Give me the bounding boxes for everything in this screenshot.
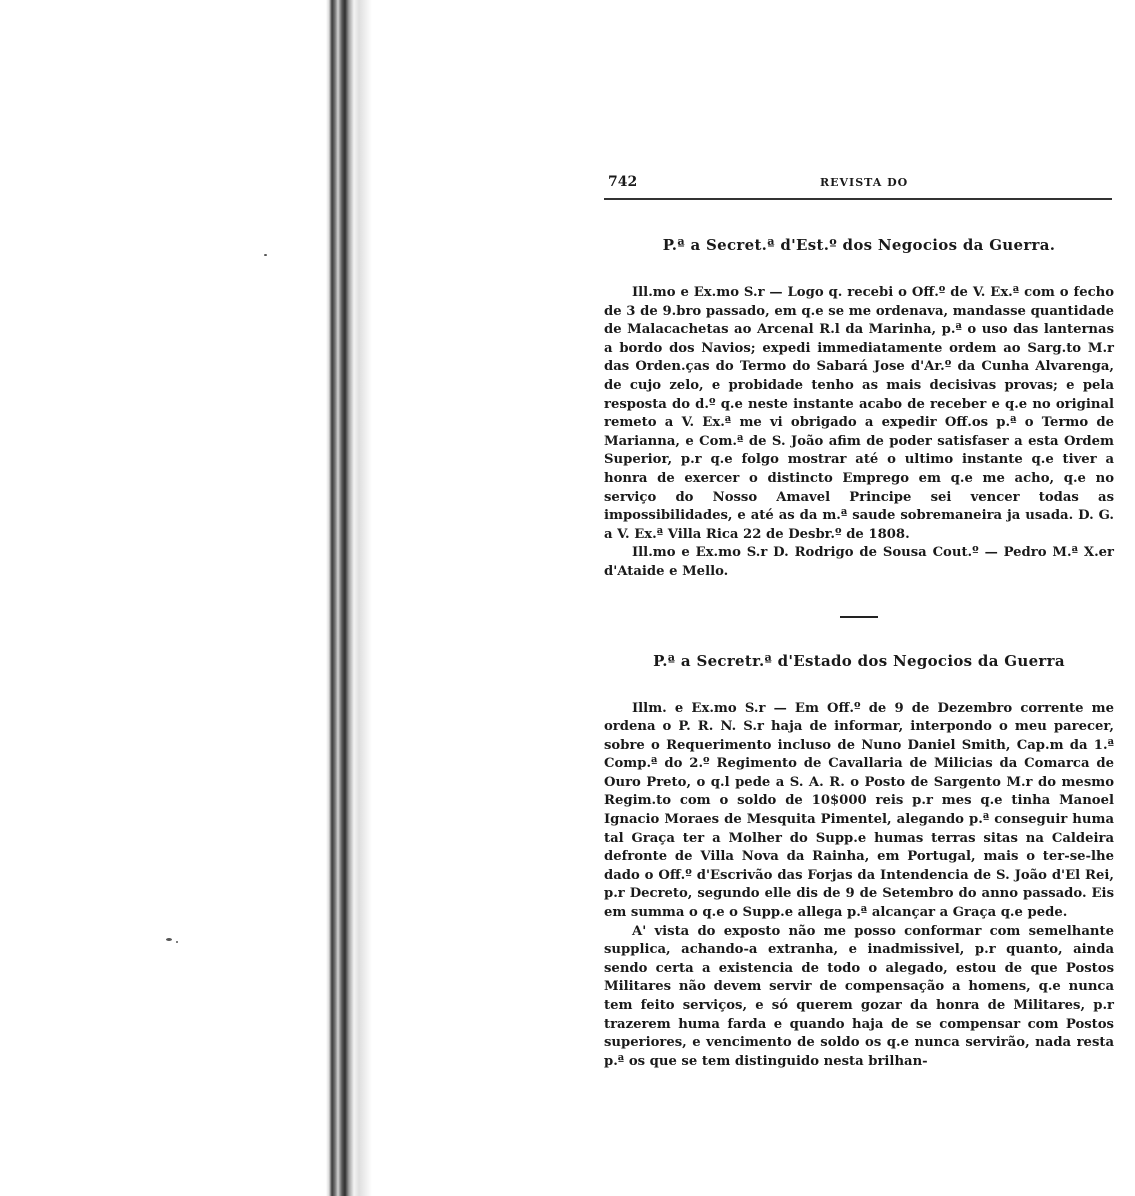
document-2-body bbox=[604, 700, 1114, 1072]
scan-speck bbox=[176, 941, 178, 943]
document-2-paragraph: Illm. e Ex.mo S.r — Em Off.º de 9 de Dezembro corrente me ordena o P. R. N. S.r haja de informar, interpondo o meu parecer, sobre o Requerimento incluso de Nuno Daniel Smith, Cap.m da 1.ª Comp.ª do 2.º Regimento de Cavallaria de Milicias da Comarca de Ouro Preto, o q.l pede a S. A. R. o Posto de Sargento M.r do mesmo Regim.to com o soldo de 10$000 reis p.r mes q.e tinha Manoel Ignacio Moraes de Mesquita Pimentel, alegando p.ª conseguir huma tal Graça ter a Molher do Supp.e humas terras sitas na Caldeira defronte de Villa Nova da Rainha, em Portugal, mais o ter-se-lhe dado o Off.º d'Escrivão das Forjas da Intendencia de S. João d'El Rei, p.r Decreto, segundo elle dis de 9 de Setembro do anno passado. Eis em summa o q.e o Supp.e allega p.ª alcançar a Graça q.e pede. bbox=[604, 700, 1114, 921]
document-1-body bbox=[604, 284, 1114, 582]
scan-speck bbox=[166, 938, 172, 941]
document-1-paragraph: Ill.mo e Ex.mo S.r — Logo q. recebi o Off.º de V. Ex.ª com o fecho de 3 de 9.bro passado, em q.e se me ordenava, mandasse quantidade de Malacachetas ao Arcenal R.l da Marinha, p.ª o uso das lanternas a bordo dos Navios; expedi immediatamente ordem ao Sarg.to M.r das Orden.ças do Termo do Sabará Jose d'Ar.º da Cunha Alvarenga, de cujo zelo, e probidade tenho as mais decisivas provas; e pela resposta do d.º q.e neste instante acabo de receber e q.e no original remeto a V. Ex.ª me vi obrigado a expedir Off.os p.ª o Termo de Marianna, e Com.ª de S. João afim de poder satisfaser a esta Ordem Superior, p.r q.e folgo mostrar até o ultimo instante q.e tiver a honra de exercer o distincto Emprego em q.e me acho, q.e no serviço do Nosso Amavel Principe sei vencer todas as impossibilidades, e até as da m.ª saude sobremaneira ja usada. D. G. a V. Ex.ª Villa Rica 22 de Desbr.º de 1808. bbox=[604, 285, 1114, 542]
scan-speck bbox=[264, 254, 267, 256]
document-2-heading: P.ª a Secretr.ª d'Estado dos Negocios da Guerra bbox=[653, 651, 1065, 670]
book-page bbox=[604, 170, 1114, 1071]
document-1-heading: P.ª a Secret.ª d'Est.º dos Negocios da Guerra. bbox=[662, 236, 1056, 254]
running-title: REVISTA DO bbox=[820, 176, 909, 189]
document-2-paragraph: A' vista do exposto não me posso conformar com semelhante supplica, achando-a extranha, e inadmissivel, p.r quanto, ainda sendo certa a existencia de todo o alegado, estou de que Postos Militares não devem servir de compensação a homens, q.e nunca tem feito serviços, e só querem gozar da honra de Militares, p.r trazerem huma farda e quando haja de se compensar com Postos superiores, e vencimento de soldo os q.e nunca servirão, nada resta p.ª os que se tem distinguido nesta brilhan- bbox=[604, 923, 1114, 1069]
running-head bbox=[604, 170, 1114, 194]
page-number: 742 bbox=[608, 174, 638, 190]
section-separator bbox=[840, 616, 878, 618]
header-rule bbox=[604, 198, 1112, 200]
book-spine-shadow bbox=[326, 0, 372, 1196]
document-1-paragraph: Ill.mo e Ex.mo S.r D. Rodrigo de Sousa Cout.º — Pedro M.ª X.er d'Ataide e Mello. bbox=[604, 545, 1114, 579]
